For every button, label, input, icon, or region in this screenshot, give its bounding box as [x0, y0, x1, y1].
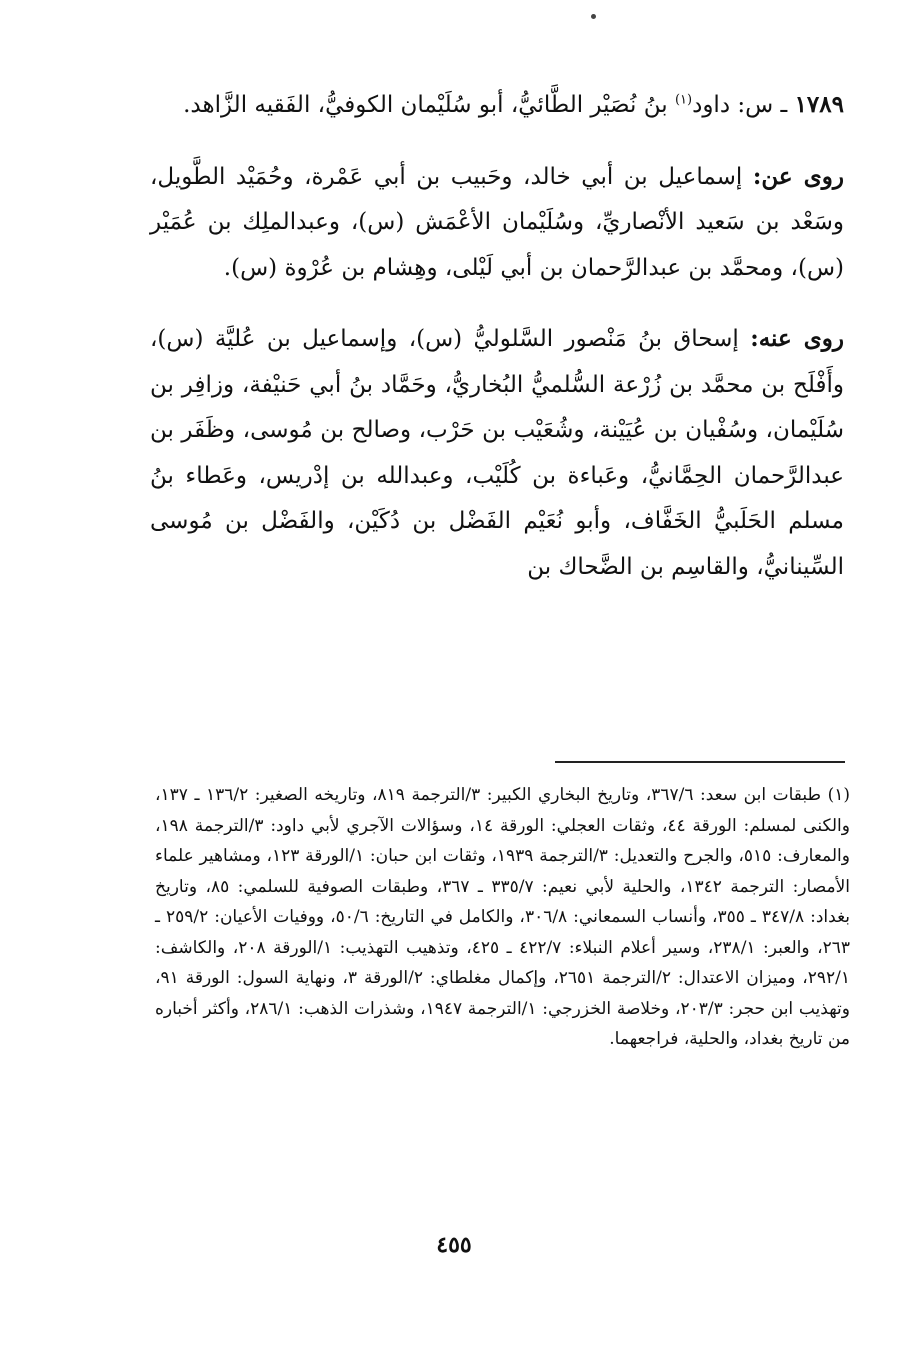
narrated-by-paragraph [150, 316, 844, 590]
entry-dash: ـ [780, 92, 788, 118]
footnote-paragraph [155, 780, 850, 1055]
entry-name: داود [692, 92, 731, 118]
narrated-by-label: روى عنه: [750, 325, 844, 352]
footnote-divider [555, 761, 845, 763]
entry-name-rest: بنُ نُصَيْر الطَّائيُّ، أبو سُلَيْمان الكوفيُّ، الفَقيه الزَّاهد. [183, 92, 668, 118]
footnote-text: طبقات ابن سعد: ٣٦٧/٦، وتاريخ البخاري الكبير: ٣/الترجمة ٨١٩، وتاريخه الصغير: ١٣٦/٢ ـ ١٣٧، والكنى لمسلم: الورقة ٤٤، وثقات العجلي: الورقة ١٤، وسؤالات الآجري لأبي داود: ٣/الترجمة ١٩٨، والمعارف: ٥١٥، والجرح والتعديل: ٣/الترجمة ١٩٣٩، وثقات ابن حبان: ١/الورقة ١٢٣، ومشاهير علماء الأمصار: الترجمة ١٣٤٢، والحلية لأبي نعيم: ٣٣٥/٧ ـ ٣٦٧، وطبقات الصوفية للسلمي: ٨٥، وتاريخ بغداد: ٣٤٧/٨ ـ ٣٥٥، وأنساب السمعاني: ٣٠٦/٨، والكامل في التاريخ: ٥٠/٦، ووفيات الأعيان: ٢٥٩/٢ ـ ٢٦٣، والعبر: ٢٣٨/١، وسير أعلام النبلاء: ٤٢٢/٧ ـ ٤٢٥، وتذهيب التهذيب: ١/الورقة ٢٠٨، والكاشف: ٢٩٢/١، وميزان الاعتدال: ٢/الترجمة ٢٦٥١، وإكمال مغلطاي: ٢/الورقة ٣، ونهاية السول: الورقة ٩١، وتهذيب ابن حجر: ٢٠٣/٣، وخلاصة الخزرجي: ١/الترجمة ١٩٤٧، وشذرات الذهب: ٢٨٦/١، وأكثر أخباره من تاريخ بغداد، والحلية، فراجعهما. [155, 785, 851, 1049]
entry-heading [150, 82, 844, 129]
narrated-from-paragraph [150, 154, 844, 292]
page-number: ٤٥٥ [436, 1232, 472, 1258]
footnote [155, 780, 850, 1055]
footnote-reference: (١) [674, 92, 693, 108]
entry-number: ١٧٨٩ [794, 91, 844, 118]
entry-symbol: س: [737, 92, 774, 118]
footnote-marker: (١) [827, 785, 851, 805]
narrated-by-text: إسحاق بنُ مَنْصور السَّلوليُّ (س)، وإسماعيل بن عُليَّة (س)، وأَفْلَح بن محمَّد بن زُرْعة السُّلميُّ البُخاريُّ، وحَمَّاد بنُ أبي حَنيْفة، وزافِر بن سُلَيْمان، وسُفْيان بن عُيَيْنة، وشُعَيْب بن حَرْب، وصالح بن مُوسى، وظَفَر بن عبدالرَّحمان الحِمَّانيُّ، وعَباءة بن كُلَيْب، وعبدالله بن إدْريس، وعَطاء بنُ مسلم الحَلَبيُّ الخَفَّاف، وأبو نُعَيْم الفَضْل بن دُكَيْن، والفَضْل بن مُوسى السِّينانيُّ، والقاسِم بن الضَّحاك بن [150, 326, 844, 580]
scan-speck [591, 14, 596, 19]
narrated-from-text: إسماعيل بن أبي خالد، وحَبيب بن أبي عَمْرة، وحُمَيْد الطَّويل، وسَعْد بن سَعيد الأنْصاريِّ، وسُلَيْمان الأعْمَش (س)، وعبدالملِك بن عُمَيْر (س)، ومحمَّد بن عبدالرَّحمان بن أبي لَيْلى، وهِشام بن عُرْوة (س). [150, 163, 844, 281]
main-text [150, 82, 844, 590]
narrated-from-label: روى عن: [752, 162, 844, 190]
